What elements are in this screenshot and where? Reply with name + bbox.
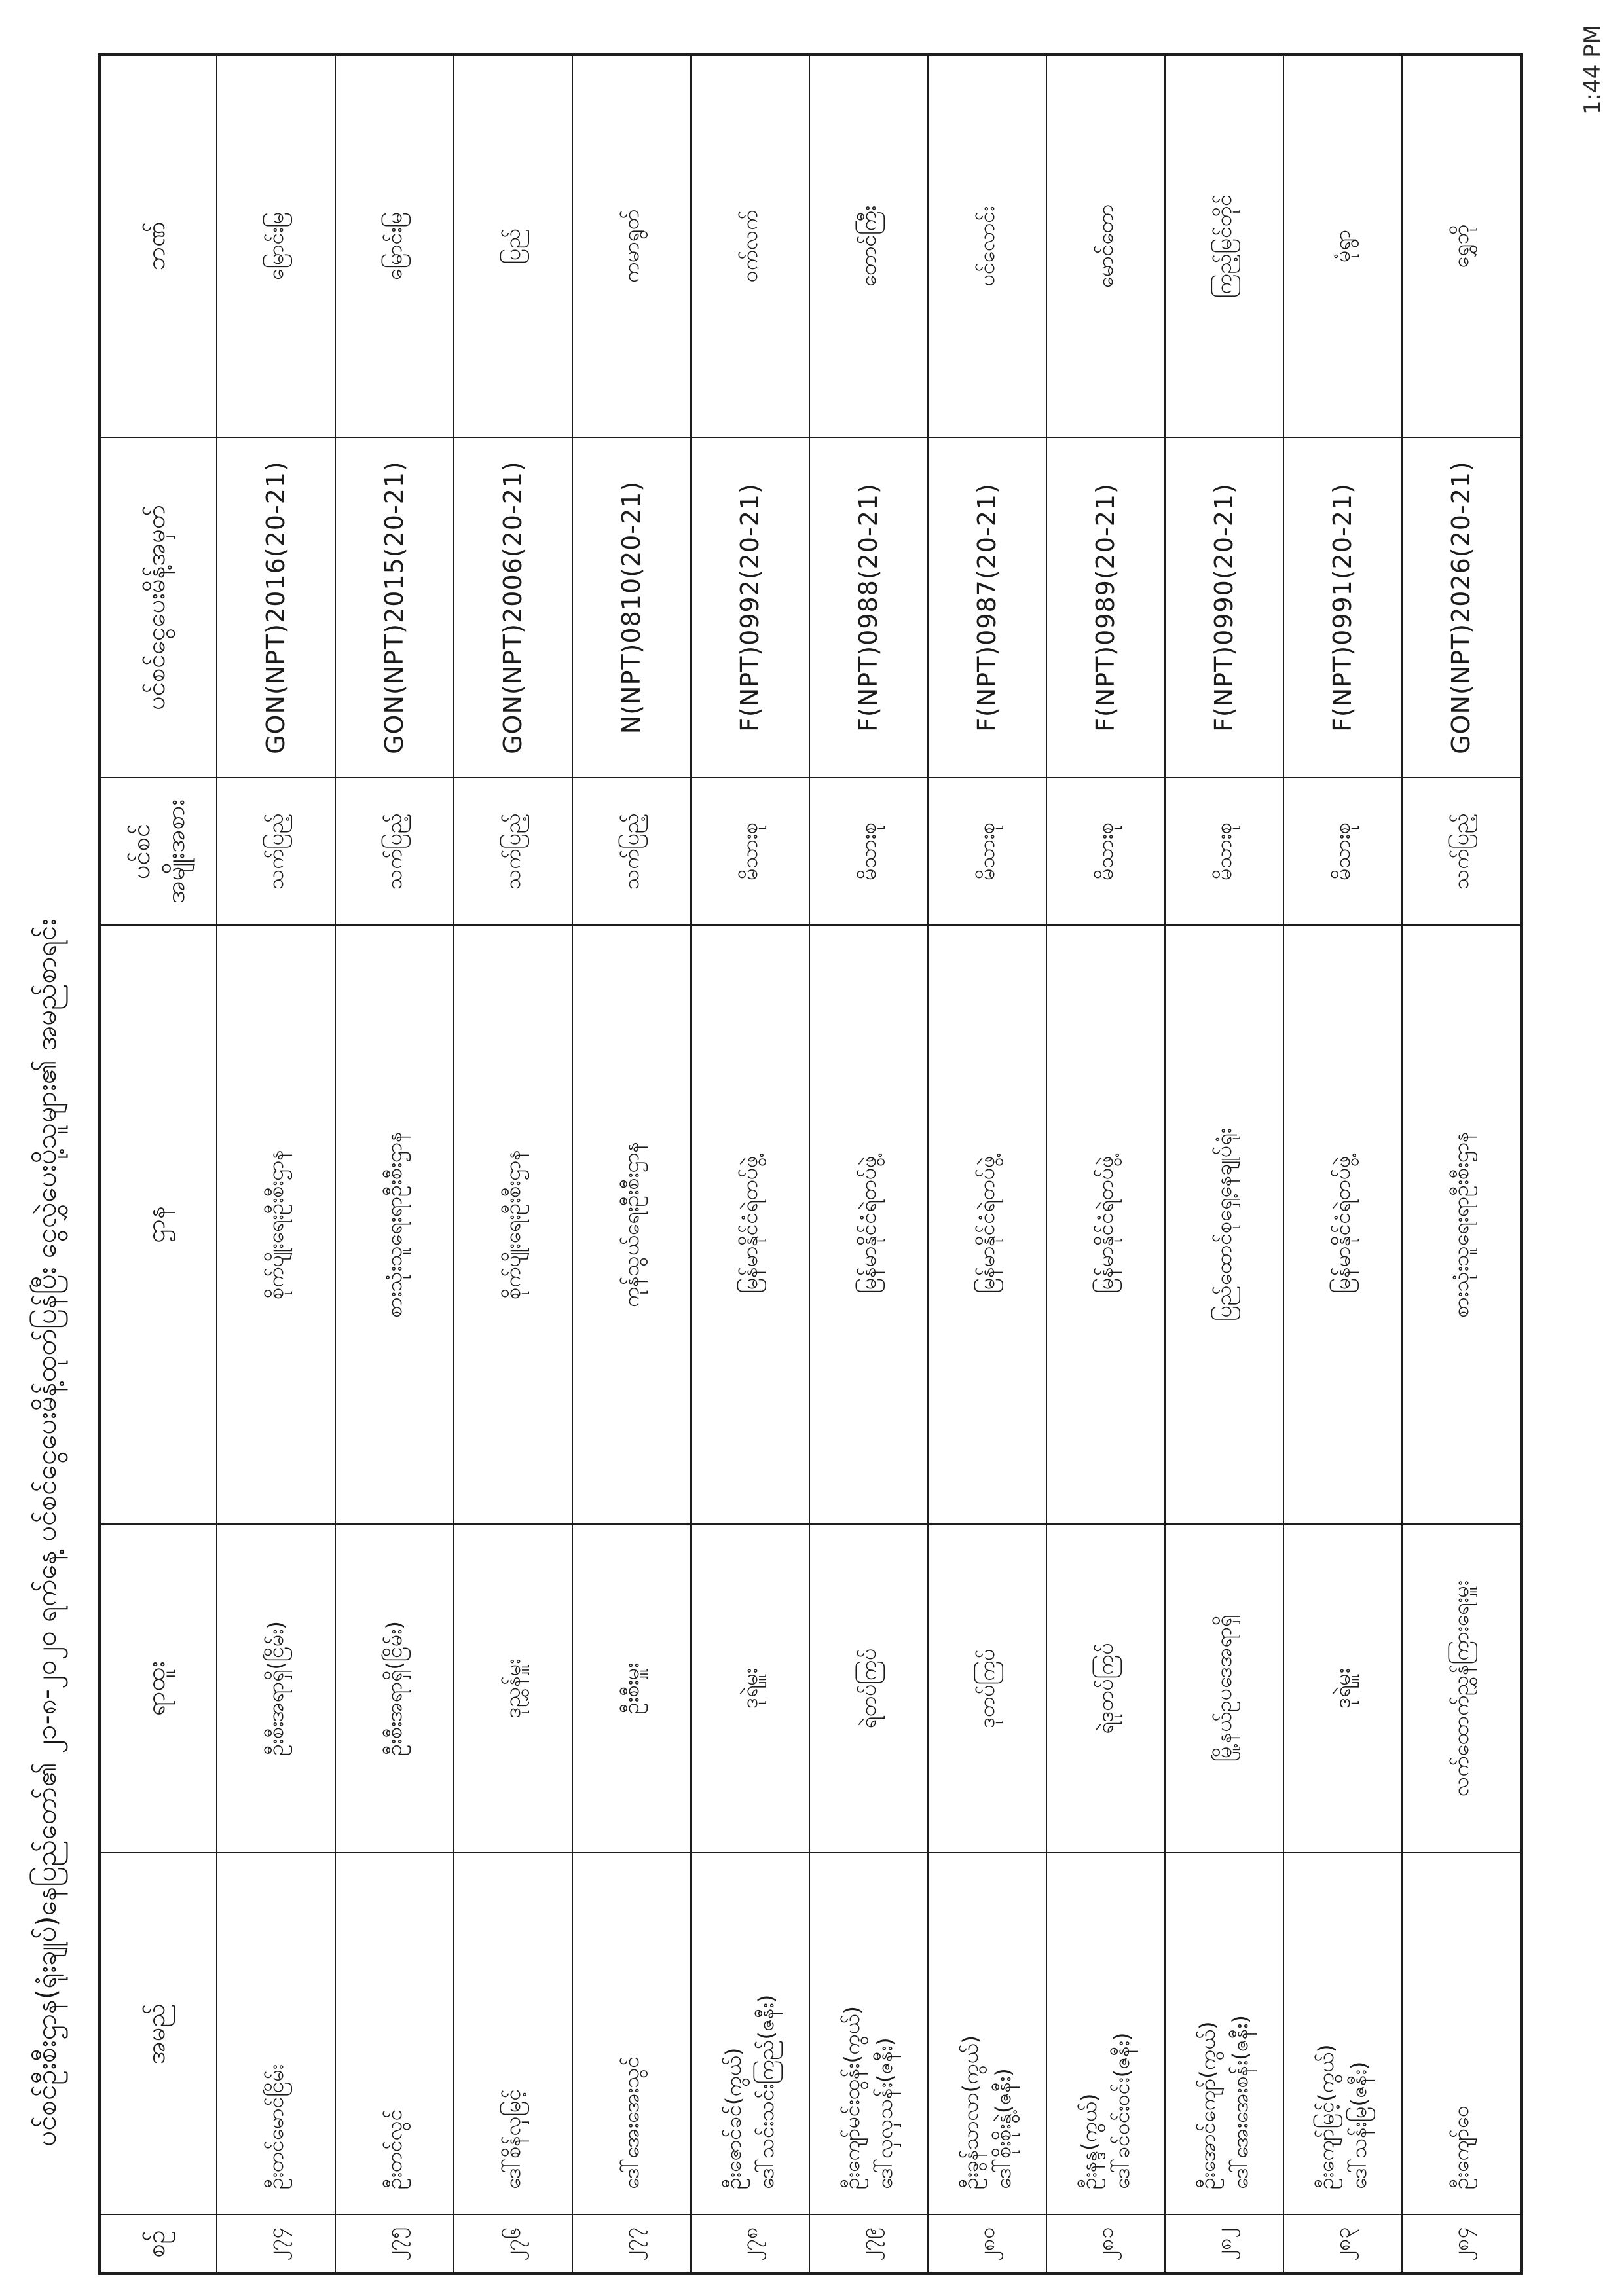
cell-name — [809, 1853, 928, 2215]
cell-position: ဒုညွှန်မှူး — [454, 1524, 572, 1853]
cell-serial: ၂၇၄ — [217, 2215, 335, 2274]
cell-position: ဦးစီးမှူး — [572, 1524, 691, 1853]
name-line: ဒေါ်စိုးစိုးနွဲ့(ဇနီး) — [990, 2068, 1016, 2189]
table-row — [1046, 54, 1165, 2274]
cell-payment-order-no: F(NPT)0991(20-21) — [1283, 437, 1402, 778]
cell-name — [691, 1853, 809, 2215]
cell-pension-type: သက်ပြည့် — [1402, 778, 1521, 925]
cell-pension-type: မိသားစု — [1283, 778, 1402, 925]
cell-bank: မြောင်းမြ — [217, 54, 335, 437]
cell-serial: ၂၈၂ — [1165, 2215, 1283, 2274]
name-line: ဦးခွန်သာလာ(ကွယ်) — [957, 2035, 983, 2189]
name-line: ဦးကျော်ဝေ — [1448, 2105, 1473, 2189]
header-department: ဌာန — [100, 925, 217, 1524]
cell-pension-type: သက်ပြည့် — [572, 778, 691, 925]
document-title: ပင်စင်ဦးစီးဌာန(ရုံးချုပ်)နေပြည်တော်၏ ၂၁-၈-၂၀၂၀ ရက်နေ့ ပင်စင်ငွေပေးမိန့်ထုတ်ပြန်ပြီး ငွေလွှဲပေးပို့သူများ၏ အမည်စာရင်း — [30, 919, 62, 2147]
cell-payment-order-no: GON(NPT)2016(20-21) — [217, 437, 335, 778]
cell-bank: ကမာရွတ် — [572, 54, 691, 437]
header-bank: ဘဏ် — [100, 54, 217, 437]
name-line: ဦးတင်လွင် — [381, 2109, 407, 2189]
cell-serial: ၂၈၀ — [928, 2215, 1046, 2274]
header-row — [100, 54, 217, 2274]
table-row — [1402, 54, 1521, 2274]
cell-payment-order-no: F(NPT)0988(20-21) — [809, 437, 928, 778]
cell-payment-order-no: GON(NPT)2006(20-21) — [454, 437, 572, 778]
header-name: အမည် — [100, 1853, 217, 2215]
cell-position: ဦးစီးအရာရှိ(ငြိမ်း) — [217, 1524, 335, 1853]
name-line: ဒေါ်စိန်လှမြင့် — [500, 2088, 525, 2189]
cell-serial: ၂၇၇ — [572, 2215, 691, 2274]
cell-pension-type: သက်ပြည့် — [217, 778, 335, 925]
header-payment-order-no: ပင်စင်ငွေပေးမိန့်အမှတ် — [100, 437, 217, 778]
cell-payment-order-no: GON(NPT)2015(20-21) — [335, 437, 454, 778]
cell-serial: ၂၈၄ — [1402, 2215, 1521, 2274]
cell-name — [1165, 1853, 1283, 2215]
cell-name — [335, 1853, 454, 2215]
cell-bank: ဝက်လက် — [691, 54, 809, 437]
cell-department: စိုက်ပျိုးရေးဦးစီးဌာန — [454, 925, 572, 1524]
cell-pension-type: မိသားစု — [1046, 778, 1165, 925]
cell-payment-order-no: GON(NPT)2026(20-21) — [1402, 437, 1521, 778]
cell-position: ဒုရဲမှူး — [1283, 1524, 1402, 1853]
cell-bank: ပင်လောင်း — [928, 54, 1046, 437]
name-line: ဒေါ်အေးအေးသွင် — [618, 2056, 644, 2189]
cell-department: မြန်မာနိုင်ငံရဲတပ်ဖွဲ့ — [1046, 925, 1165, 1524]
cell-name — [572, 1853, 691, 2215]
table-row — [928, 54, 1046, 2274]
cell-department: မြန်မာနိုင်ငံရဲတပ်ဖွဲ့ — [809, 925, 928, 1524]
cell-pension-type: မိသားစု — [691, 778, 809, 925]
header-serial: စဉ် — [100, 2215, 217, 2274]
cell-department: ပြည်ထောင်စုရှေ့နေချုပ်ရုံး — [1165, 925, 1283, 1524]
cell-serial: ၂၈၃ — [1283, 2215, 1402, 2274]
cell-department: စားသုံးသူရေးရာဦးစီးဌာန — [1402, 925, 1521, 1524]
cell-serial: ၂၇၆ — [454, 2215, 572, 2274]
cell-pension-type: မိသားစု — [1165, 778, 1283, 925]
cell-pension-type: မိသားစု — [809, 778, 928, 925]
header-pension-type — [100, 778, 217, 925]
cell-bank: ကြည့်မြင်တိုင် — [1165, 54, 1283, 437]
cell-payment-order-no: F(NPT)0992(20-21) — [691, 437, 809, 778]
cell-department: မြန်မာနိုင်ငံရဲတပ်ဖွဲ့ — [1283, 925, 1402, 1524]
cell-pension-type: သက်ပြည့် — [335, 778, 454, 925]
cell-bank: မြောင်းမြ — [335, 54, 454, 437]
name-line: ဦးဇောင်ခင်(ကွယ်) — [720, 2047, 746, 2189]
cell-payment-order-no: F(NPT)0990(20-21) — [1165, 437, 1283, 778]
cell-name — [1046, 1853, 1165, 2215]
name-line: ဒေါ်ခင်ဝင်းဝင်း(ဇနီး) — [1109, 2032, 1134, 2189]
name-line: ဦးကျော်မြင့်(ကွယ်) — [1313, 2044, 1338, 2189]
cell-serial: ၂၇၈ — [691, 2215, 809, 2274]
table-row — [454, 54, 572, 2274]
cell-payment-order-no: N(NPT)0810(20-21) — [572, 437, 691, 778]
table-row — [572, 54, 691, 2274]
name-line: ဒေါ်အေးအေးစန်း(ဇနီး) — [1227, 2015, 1253, 2189]
cell-department: မြန်မာနိုင်ငံရဲတပ်ဖွဲ့ — [928, 925, 1046, 1524]
table-row — [217, 54, 335, 2274]
name-line: ဦးကျော်မင်းထွန်း(ကွယ်) — [839, 2006, 864, 2189]
cell-position: ဦးစီးအရာရှိ(ငြိမ်း) — [335, 1524, 454, 1853]
cell-bank: မုံရွာ — [1283, 54, 1402, 437]
cell-serial: ၂၇၅ — [335, 2215, 454, 2274]
cell-department: ကုန်သွယ်ရေးဦးစီးဌာန — [572, 925, 691, 1524]
cell-bank: ရွှေဘို — [1402, 54, 1521, 437]
cell-department: စိုက်ပျိုးရေးဦးစီးဌာန — [217, 925, 335, 1524]
cell-position: မြို့နယ်ဥပဒေအရာရှိ — [1165, 1524, 1283, 1853]
table-row — [809, 54, 928, 2274]
cell-serial: ၂၇၉ — [809, 2215, 928, 2274]
table-row — [335, 54, 454, 2274]
table-header — [100, 54, 217, 2274]
pension-table — [98, 53, 1522, 2275]
header-position: ရာထူး — [100, 1524, 217, 1853]
cell-department: မြန်မာနိုင်ငံရဲတပ်ဖွဲ့ — [691, 925, 809, 1524]
cell-serial: ၂၈၁ — [1046, 2215, 1165, 2274]
cell-bank: မောင်တော — [1046, 54, 1165, 437]
cell-department: စားသုံးသူရေးရာဦးစီးဌာန — [335, 925, 454, 1524]
cell-name — [454, 1853, 572, 2215]
table-row — [1283, 54, 1402, 2274]
screenshot-timestamp: 1:44 PM — [1579, 25, 1606, 115]
name-line: ဦးတင်မောင်ငြိမ်း — [263, 2064, 288, 2189]
cell-payment-order-no: F(NPT)0989(20-21) — [1046, 437, 1165, 778]
table-body — [217, 54, 1521, 2274]
cell-position: လက်ထောက်ညွှန်ကြားရေးမှူး — [1402, 1524, 1521, 1853]
cell-pension-type: မိသားစု — [928, 778, 1046, 925]
name-line: ဦးအောင်ကျော်(ကွယ်) — [1194, 2021, 1220, 2189]
name-line: ဒေါ်လှလှသန်း(ဇနီး) — [872, 2037, 897, 2189]
header-pension-type-line1: ပင်စင် — [126, 823, 155, 880]
cell-name — [1402, 1853, 1521, 2215]
cell-pension-type: သက်ပြည့် — [454, 778, 572, 925]
name-line: ဒေါ်သင်းသင်းကြည်(ဇနီး) — [753, 1994, 779, 2189]
cell-payment-order-no: F(NPT)0987(20-21) — [928, 437, 1046, 778]
cell-position: ရဲဒုတပ်ကြပ် — [1046, 1524, 1165, 1853]
header-pension-type-line2: အမျိုးအစား — [161, 799, 190, 904]
cell-bank: တောင်ကြီး — [809, 54, 928, 437]
table-row — [691, 54, 809, 2274]
cell-name — [1283, 1853, 1402, 2215]
cell-position: ရဲတပ်ကြပ် — [809, 1524, 928, 1853]
cell-position: ဒုရဲမှူး — [691, 1524, 809, 1853]
cell-name — [928, 1853, 1046, 2215]
cell-position: ဒုတပ်ကြပ် — [928, 1524, 1046, 1853]
cell-bank: ပြည် — [454, 54, 572, 437]
table-row — [1165, 54, 1283, 2274]
name-line: ဒေါ်သန်းမြ(ဇနီး) — [1346, 2061, 1371, 2189]
cell-name — [217, 1853, 335, 2215]
name-line: ဦးနန္ဒ(ကွယ်) — [1076, 2093, 1101, 2189]
